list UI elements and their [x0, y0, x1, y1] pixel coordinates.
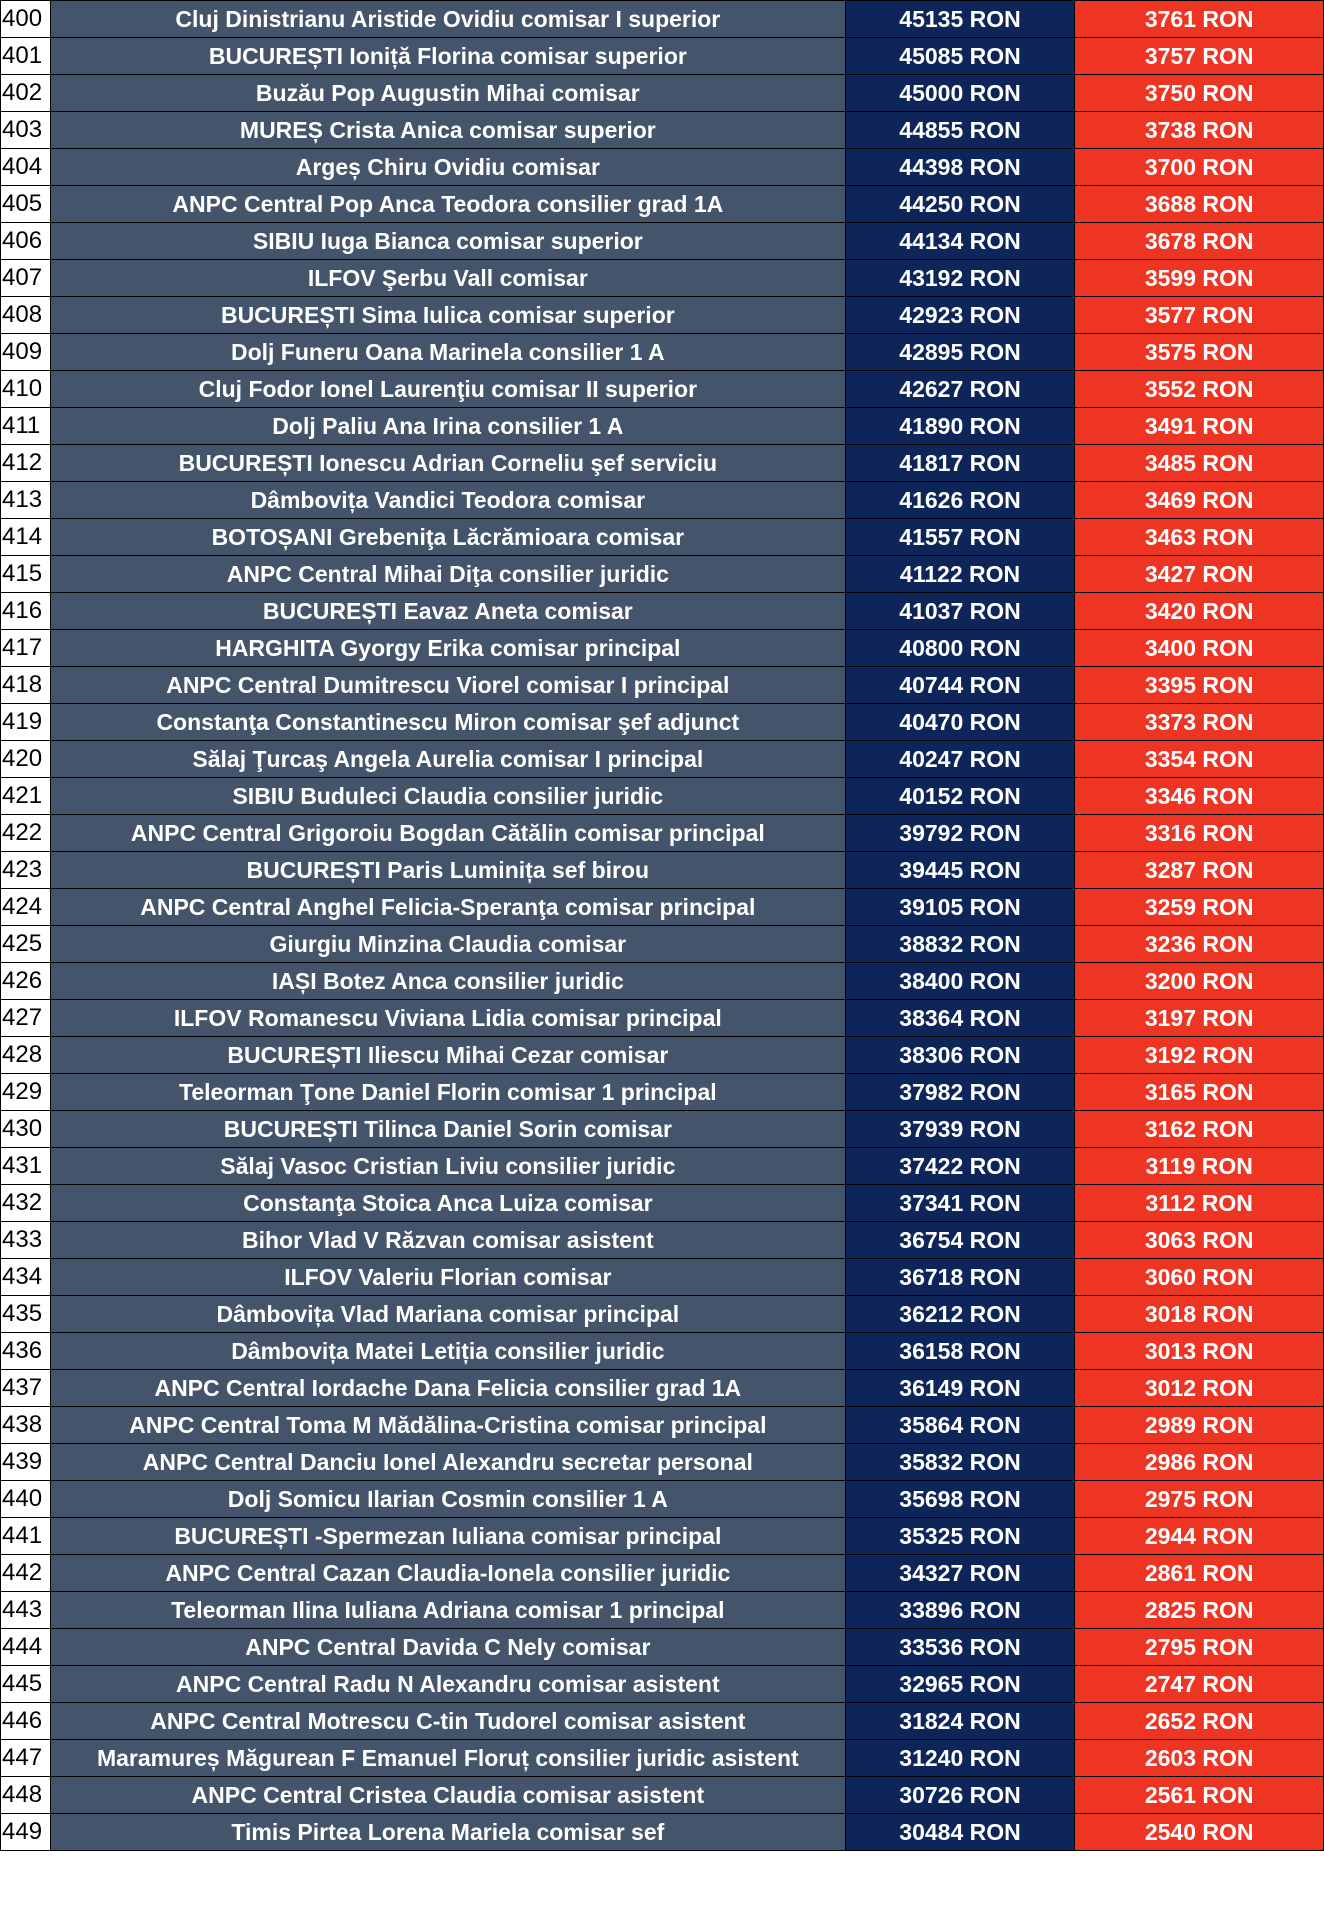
annual-salary-cell[interactable]: 33896 RON [845, 1592, 1075, 1629]
table-row [1, 1333, 1324, 1370]
annual-salary-cell[interactable]: 42895 RON [845, 334, 1075, 371]
row-number-cell[interactable]: 416 [1, 593, 51, 630]
monthly-salary-cell[interactable]: 3599 RON [1075, 260, 1324, 297]
monthly-salary-cell[interactable]: 3236 RON [1075, 926, 1324, 963]
employee-cell[interactable]: ILFOV Valeriu Florian comisar [50, 1259, 845, 1296]
employee-cell[interactable]: ANPC Central Iordache Dana Felicia consilier grad 1A [50, 1370, 845, 1407]
annual-salary-cell[interactable]: 31240 RON [845, 1740, 1075, 1777]
employee-cell[interactable]: MUREȘ Crista Anica comisar superior [50, 112, 845, 149]
table-row [1, 1666, 1324, 1703]
monthly-salary-cell[interactable]: 3162 RON [1075, 1111, 1324, 1148]
monthly-salary-cell[interactable]: 3287 RON [1075, 852, 1324, 889]
row-number-cell[interactable]: 431 [1, 1148, 51, 1185]
annual-salary-cell[interactable]: 41817 RON [845, 445, 1075, 482]
monthly-salary-cell[interactable]: 3373 RON [1075, 704, 1324, 741]
row-number-cell[interactable]: 405 [1, 186, 51, 223]
row-number-cell[interactable]: 449 [1, 1814, 51, 1851]
row-number-cell[interactable]: 429 [1, 1074, 51, 1111]
annual-salary-cell[interactable]: 36718 RON [845, 1259, 1075, 1296]
row-number-cell[interactable]: 402 [1, 75, 51, 112]
annual-salary-cell[interactable]: 35864 RON [845, 1407, 1075, 1444]
annual-salary-cell[interactable]: 42627 RON [845, 371, 1075, 408]
employee-cell[interactable]: ANPC Central Cazan Claudia-Ionela consilier juridic [50, 1555, 845, 1592]
annual-salary-cell[interactable]: 35698 RON [845, 1481, 1075, 1518]
employee-cell[interactable]: Constanţa Constantinescu Miron comisar şef adjunct [50, 704, 845, 741]
row-number-cell[interactable]: 411 [1, 408, 51, 445]
monthly-salary-cell[interactable]: 3060 RON [1075, 1259, 1324, 1296]
monthly-salary-cell[interactable]: 3165 RON [1075, 1074, 1324, 1111]
table-row [1, 1629, 1324, 1666]
monthly-salary-cell[interactable]: 3063 RON [1075, 1222, 1324, 1259]
table-row [1, 1185, 1324, 1222]
table-row [1, 667, 1324, 704]
row-number-cell[interactable]: 438 [1, 1407, 51, 1444]
annual-salary-cell[interactable]: 38306 RON [845, 1037, 1075, 1074]
employee-cell[interactable]: Sălaj Ţurcaş Angela Aurelia comisar I principal [50, 741, 845, 778]
annual-salary-cell[interactable]: 36149 RON [845, 1370, 1075, 1407]
employee-cell[interactable]: Cluj Dinistrianu Aristide Ovidiu comisar I superior [50, 1, 845, 38]
monthly-salary-cell[interactable]: 3469 RON [1075, 482, 1324, 519]
row-number-cell[interactable]: 403 [1, 112, 51, 149]
row-number-cell[interactable]: 410 [1, 371, 51, 408]
annual-salary-cell[interactable]: 42923 RON [845, 297, 1075, 334]
table-row [1, 1814, 1324, 1851]
employee-cell[interactable]: Constanţa Stoica Anca Luiza comisar [50, 1185, 845, 1222]
employee-cell[interactable]: Dolj Somicu Ilarian Cosmin consilier 1 A [50, 1481, 845, 1518]
monthly-salary-cell[interactable]: 3400 RON [1075, 630, 1324, 667]
row-number-cell[interactable]: 412 [1, 445, 51, 482]
row-number-cell[interactable]: 441 [1, 1518, 51, 1555]
employee-cell[interactable]: ANPC Central Cristea Claudia comisar asistent [50, 1777, 845, 1814]
table-row [1, 556, 1324, 593]
employee-cell[interactable]: ANPC Central Mihai Diţa consilier juridic [50, 556, 845, 593]
table-row [1, 75, 1324, 112]
table-row [1, 852, 1324, 889]
annual-salary-cell[interactable]: 40247 RON [845, 741, 1075, 778]
monthly-salary-cell[interactable]: 3013 RON [1075, 1333, 1324, 1370]
employee-cell[interactable]: BUCUREȘTI Ioniță Florina comisar superior [50, 38, 845, 75]
annual-salary-cell[interactable]: 44398 RON [845, 149, 1075, 186]
table-row [1, 149, 1324, 186]
row-number-cell[interactable]: 401 [1, 38, 51, 75]
monthly-salary-cell[interactable]: 3197 RON [1075, 1000, 1324, 1037]
table-row [1, 1296, 1324, 1333]
employee-cell[interactable]: Cluj Fodor Ionel Laurenţiu comisar II superior [50, 371, 845, 408]
row-number-cell[interactable]: 447 [1, 1740, 51, 1777]
employee-cell[interactable]: BOTOȘANI Grebeniţa Lăcrămioara comisar [50, 519, 845, 556]
employee-cell[interactable]: BUCUREȘTI -Spermezan Iuliana comisar principal [50, 1518, 845, 1555]
row-number-cell[interactable]: 434 [1, 1259, 51, 1296]
monthly-salary-cell[interactable]: 2975 RON [1075, 1481, 1324, 1518]
employee-cell[interactable]: BUCUREȘTI Eavaz Aneta comisar [50, 593, 845, 630]
table-row [1, 334, 1324, 371]
annual-salary-cell[interactable]: 44855 RON [845, 112, 1075, 149]
employee-cell[interactable]: ANPC Central Dumitrescu Viorel comisar I principal [50, 667, 845, 704]
employee-cell[interactable]: BUCUREȘTI Paris Luminița sef birou [50, 852, 845, 889]
annual-salary-cell[interactable]: 37939 RON [845, 1111, 1075, 1148]
annual-salary-cell[interactable]: 30726 RON [845, 1777, 1075, 1814]
monthly-salary-cell[interactable]: 3688 RON [1075, 186, 1324, 223]
monthly-salary-cell[interactable]: 3119 RON [1075, 1148, 1324, 1185]
table-row [1, 445, 1324, 482]
monthly-salary-cell[interactable]: 3354 RON [1075, 741, 1324, 778]
monthly-salary-cell[interactable]: 3485 RON [1075, 445, 1324, 482]
table-row [1, 519, 1324, 556]
monthly-salary-cell[interactable]: 2986 RON [1075, 1444, 1324, 1481]
row-number-cell[interactable]: 446 [1, 1703, 51, 1740]
annual-salary-cell[interactable]: 39792 RON [845, 815, 1075, 852]
row-number-cell[interactable]: 424 [1, 889, 51, 926]
monthly-salary-cell[interactable]: 2861 RON [1075, 1555, 1324, 1592]
row-number-cell[interactable]: 428 [1, 1037, 51, 1074]
monthly-salary-cell[interactable]: 3427 RON [1075, 556, 1324, 593]
annual-salary-cell[interactable]: 41557 RON [845, 519, 1075, 556]
annual-salary-cell[interactable]: 40470 RON [845, 704, 1075, 741]
monthly-salary-cell[interactable]: 2652 RON [1075, 1703, 1324, 1740]
table-row [1, 1222, 1324, 1259]
annual-salary-cell[interactable]: 30484 RON [845, 1814, 1075, 1851]
table-row [1, 1777, 1324, 1814]
annual-salary-cell[interactable]: 40800 RON [845, 630, 1075, 667]
employee-cell[interactable]: ANPC Central Motrescu C-tin Tudorel comisar asistent [50, 1703, 845, 1740]
row-number-cell[interactable]: 439 [1, 1444, 51, 1481]
monthly-salary-cell[interactable]: 2795 RON [1075, 1629, 1324, 1666]
table-row [1, 1148, 1324, 1185]
monthly-salary-cell[interactable]: 2944 RON [1075, 1518, 1324, 1555]
annual-salary-cell[interactable]: 38364 RON [845, 1000, 1075, 1037]
row-number-cell[interactable]: 407 [1, 260, 51, 297]
annual-salary-cell[interactable]: 44250 RON [845, 186, 1075, 223]
table-row [1, 38, 1324, 75]
table-row [1, 963, 1324, 1000]
annual-salary-cell[interactable]: 45135 RON [845, 1, 1075, 38]
annual-salary-cell[interactable]: 34327 RON [845, 1555, 1075, 1592]
employee-cell[interactable]: Dâmbovița Vandici Teodora comisar [50, 482, 845, 519]
table-row [1, 741, 1324, 778]
table-row [1, 1074, 1324, 1111]
table-row [1, 1037, 1324, 1074]
monthly-salary-cell[interactable]: 3346 RON [1075, 778, 1324, 815]
annual-salary-cell[interactable]: 35325 RON [845, 1518, 1075, 1555]
annual-salary-cell[interactable]: 31824 RON [845, 1703, 1075, 1740]
annual-salary-cell[interactable]: 36158 RON [845, 1333, 1075, 1370]
employee-cell[interactable]: Giurgiu Minzina Claudia comisar [50, 926, 845, 963]
table-row [1, 408, 1324, 445]
table-row [1, 297, 1324, 334]
row-number-cell[interactable]: 433 [1, 1222, 51, 1259]
employee-cell[interactable]: Buzău Pop Augustin Mihai comisar [50, 75, 845, 112]
employee-cell[interactable]: ANPC Central Radu N Alexandru comisar asistent [50, 1666, 845, 1703]
monthly-salary-cell[interactable]: 3192 RON [1075, 1037, 1324, 1074]
employee-cell[interactable]: ANPC Central Toma M Mădălina-Cristina comisar principal [50, 1407, 845, 1444]
annual-salary-cell[interactable]: 39105 RON [845, 889, 1075, 926]
employee-cell[interactable]: Teleorman Ţone Daniel Florin comisar 1 principal [50, 1074, 845, 1111]
monthly-salary-cell[interactable]: 2540 RON [1075, 1814, 1324, 1851]
row-number-cell[interactable]: 406 [1, 223, 51, 260]
monthly-salary-cell[interactable]: 3259 RON [1075, 889, 1324, 926]
row-number-cell[interactable]: 427 [1, 1000, 51, 1037]
annual-salary-cell[interactable]: 37341 RON [845, 1185, 1075, 1222]
monthly-salary-cell[interactable]: 3463 RON [1075, 519, 1324, 556]
monthly-salary-cell[interactable]: 3491 RON [1075, 408, 1324, 445]
employee-cell[interactable]: SIBIU Iuga Bianca comisar superior [50, 223, 845, 260]
annual-salary-cell[interactable]: 43192 RON [845, 260, 1075, 297]
table-row [1, 889, 1324, 926]
annual-salary-cell[interactable]: 45000 RON [845, 75, 1075, 112]
annual-salary-cell[interactable]: 37982 RON [845, 1074, 1075, 1111]
row-number-cell[interactable]: 442 [1, 1555, 51, 1592]
table-row [1, 630, 1324, 667]
monthly-salary-cell[interactable]: 3200 RON [1075, 963, 1324, 1000]
table-row [1, 1555, 1324, 1592]
monthly-salary-cell[interactable]: 3395 RON [1075, 667, 1324, 704]
annual-salary-cell[interactable]: 35832 RON [845, 1444, 1075, 1481]
monthly-salary-cell[interactable]: 3750 RON [1075, 75, 1324, 112]
employee-cell[interactable]: ANPC Central Anghel Felicia-Speranţa comisar principal [50, 889, 845, 926]
row-number-cell[interactable]: 413 [1, 482, 51, 519]
table-row [1, 1518, 1324, 1555]
row-number-cell[interactable]: 445 [1, 1666, 51, 1703]
table-row [1, 482, 1324, 519]
monthly-salary-cell[interactable]: 2825 RON [1075, 1592, 1324, 1629]
annual-salary-cell[interactable]: 39445 RON [845, 852, 1075, 889]
monthly-salary-cell[interactable]: 3738 RON [1075, 112, 1324, 149]
salary-table-body [1, 0, 1324, 1851]
monthly-salary-cell[interactable]: 3112 RON [1075, 1185, 1324, 1222]
annual-salary-cell[interactable]: 41626 RON [845, 482, 1075, 519]
table-row [1, 704, 1324, 741]
employee-cell[interactable]: BUCUREȘTI Iliescu Mihai Cezar comisar [50, 1037, 845, 1074]
row-number-cell[interactable]: 404 [1, 149, 51, 186]
annual-salary-cell[interactable]: 38400 RON [845, 963, 1075, 1000]
row-number-cell[interactable]: 430 [1, 1111, 51, 1148]
monthly-salary-cell[interactable]: 3018 RON [1075, 1296, 1324, 1333]
annual-salary-cell[interactable]: 33536 RON [845, 1629, 1075, 1666]
annual-salary-cell[interactable]: 40744 RON [845, 667, 1075, 704]
row-number-cell[interactable]: 415 [1, 556, 51, 593]
row-number-cell[interactable]: 419 [1, 704, 51, 741]
monthly-salary-cell[interactable]: 2603 RON [1075, 1740, 1324, 1777]
monthly-salary-cell[interactable]: 3012 RON [1075, 1370, 1324, 1407]
monthly-salary-cell[interactable]: 3678 RON [1075, 223, 1324, 260]
monthly-salary-cell[interactable]: 3316 RON [1075, 815, 1324, 852]
table-row [1, 926, 1324, 963]
row-number-cell[interactable]: 448 [1, 1777, 51, 1814]
row-number-cell[interactable]: 435 [1, 1296, 51, 1333]
employee-cell[interactable]: ANPC Central Grigoroiu Bogdan Cătălin comisar principal [50, 815, 845, 852]
monthly-salary-cell[interactable]: 2561 RON [1075, 1777, 1324, 1814]
employee-cell[interactable]: Timis Pirtea Lorena Mariela comisar sef [50, 1814, 845, 1851]
employee-cell[interactable]: ILFOV Romanescu Viviana Lidia comisar principal [50, 1000, 845, 1037]
employee-cell[interactable]: ANPC Central Danciu Ionel Alexandru secretar personal [50, 1444, 845, 1481]
annual-salary-cell[interactable]: 45085 RON [845, 38, 1075, 75]
row-number-cell[interactable]: 423 [1, 852, 51, 889]
table-row [1, 260, 1324, 297]
row-number-cell[interactable]: 425 [1, 926, 51, 963]
annual-salary-cell[interactable]: 36212 RON [845, 1296, 1075, 1333]
employee-cell[interactable]: ILFOV Şerbu Vall comisar [50, 260, 845, 297]
employee-cell[interactable]: ANPC Central Pop Anca Teodora consilier grad 1A [50, 186, 845, 223]
row-number-cell[interactable]: 421 [1, 778, 51, 815]
employee-cell[interactable]: Dolj Paliu Ana Irina consilier 1 A [50, 408, 845, 445]
row-number-cell[interactable]: 443 [1, 1592, 51, 1629]
annual-salary-cell[interactable]: 36754 RON [845, 1222, 1075, 1259]
table-row [1, 593, 1324, 630]
annual-salary-cell[interactable]: 41122 RON [845, 556, 1075, 593]
table-row [1, 1370, 1324, 1407]
table-row [1, 1444, 1324, 1481]
annual-salary-cell[interactable]: 32965 RON [845, 1666, 1075, 1703]
employee-cell[interactable]: Teleorman Ilina Iuliana Adriana comisar 1 principal [50, 1592, 845, 1629]
table-row [1, 1000, 1324, 1037]
employee-cell[interactable]: Argeș Chiru Ovidiu comisar [50, 149, 845, 186]
monthly-salary-cell[interactable]: 3577 RON [1075, 297, 1324, 334]
table-row [1, 1111, 1324, 1148]
row-number-cell[interactable]: 420 [1, 741, 51, 778]
monthly-salary-cell[interactable]: 3420 RON [1075, 593, 1324, 630]
monthly-salary-cell[interactable]: 3575 RON [1075, 334, 1324, 371]
annual-salary-cell[interactable]: 38832 RON [845, 926, 1075, 963]
employee-cell[interactable]: Dâmbovița Matei Letiția consilier juridic [50, 1333, 845, 1370]
table-row [1, 1, 1324, 38]
employee-cell[interactable]: Sălaj Vasoc Cristian Liviu consilier juridic [50, 1148, 845, 1185]
employee-cell[interactable]: SIBIU Buduleci Claudia consilier juridic [50, 778, 845, 815]
row-number-cell[interactable]: 426 [1, 963, 51, 1000]
table-row [1, 371, 1324, 408]
table-row [1, 223, 1324, 260]
annual-salary-cell[interactable]: 41890 RON [845, 408, 1075, 445]
annual-salary-cell[interactable]: 44134 RON [845, 223, 1075, 260]
employee-cell[interactable]: HARGHITA Gyorgy Erika comisar principal [50, 630, 845, 667]
employee-cell[interactable]: Dâmbovița Vlad Mariana comisar principal [50, 1296, 845, 1333]
annual-salary-cell[interactable]: 40152 RON [845, 778, 1075, 815]
row-number-cell[interactable]: 418 [1, 667, 51, 704]
employee-cell[interactable]: BUCUREȘTI Ionescu Adrian Corneliu şef serviciu [50, 445, 845, 482]
table-row [1, 1703, 1324, 1740]
employee-cell[interactable]: Dolj Funeru Oana Marinela consilier 1 A [50, 334, 845, 371]
table-row [1, 1407, 1324, 1444]
monthly-salary-cell[interactable]: 2747 RON [1075, 1666, 1324, 1703]
row-number-cell[interactable]: 408 [1, 297, 51, 334]
annual-salary-cell[interactable]: 41037 RON [845, 593, 1075, 630]
table-row [1, 815, 1324, 852]
monthly-salary-cell[interactable]: 3700 RON [1075, 149, 1324, 186]
table-row [1, 1481, 1324, 1518]
table-row [1, 112, 1324, 149]
row-number-cell[interactable]: 422 [1, 815, 51, 852]
monthly-salary-cell[interactable]: 2989 RON [1075, 1407, 1324, 1444]
row-number-cell[interactable]: 414 [1, 519, 51, 556]
monthly-salary-cell[interactable]: 3552 RON [1075, 371, 1324, 408]
employee-cell[interactable]: BUCUREȘTI Sima Iulica comisar superior [50, 297, 845, 334]
table-row [1, 1740, 1324, 1777]
employee-cell[interactable]: Maramureș Măgurean F Emanuel Floruț consilier juridic asistent [50, 1740, 845, 1777]
row-number-cell[interactable]: 417 [1, 630, 51, 667]
employee-cell[interactable]: BUCUREȘTI Tilinca Daniel Sorin comisar [50, 1111, 845, 1148]
row-number-cell[interactable]: 432 [1, 1185, 51, 1222]
table-row [1, 1259, 1324, 1296]
row-number-cell[interactable]: 444 [1, 1629, 51, 1666]
employee-cell[interactable]: ANPC Central Davida C Nely comisar [50, 1629, 845, 1666]
table-row [1, 1592, 1324, 1629]
row-number-cell[interactable]: 440 [1, 1481, 51, 1518]
monthly-salary-cell[interactable]: 3757 RON [1075, 38, 1324, 75]
table-row [1, 778, 1324, 815]
row-number-cell[interactable]: 400 [1, 1, 51, 38]
row-number-cell[interactable]: 436 [1, 1333, 51, 1370]
row-number-cell[interactable]: 437 [1, 1370, 51, 1407]
table-row [1, 186, 1324, 223]
employee-cell[interactable]: Bihor Vlad V Răzvan comisar asistent [50, 1222, 845, 1259]
annual-salary-cell[interactable]: 37422 RON [845, 1148, 1075, 1185]
employee-cell[interactable]: IAȘI Botez Anca consilier juridic [50, 963, 845, 1000]
monthly-salary-cell[interactable]: 3761 RON [1075, 1, 1324, 38]
row-number-cell[interactable]: 409 [1, 334, 51, 371]
